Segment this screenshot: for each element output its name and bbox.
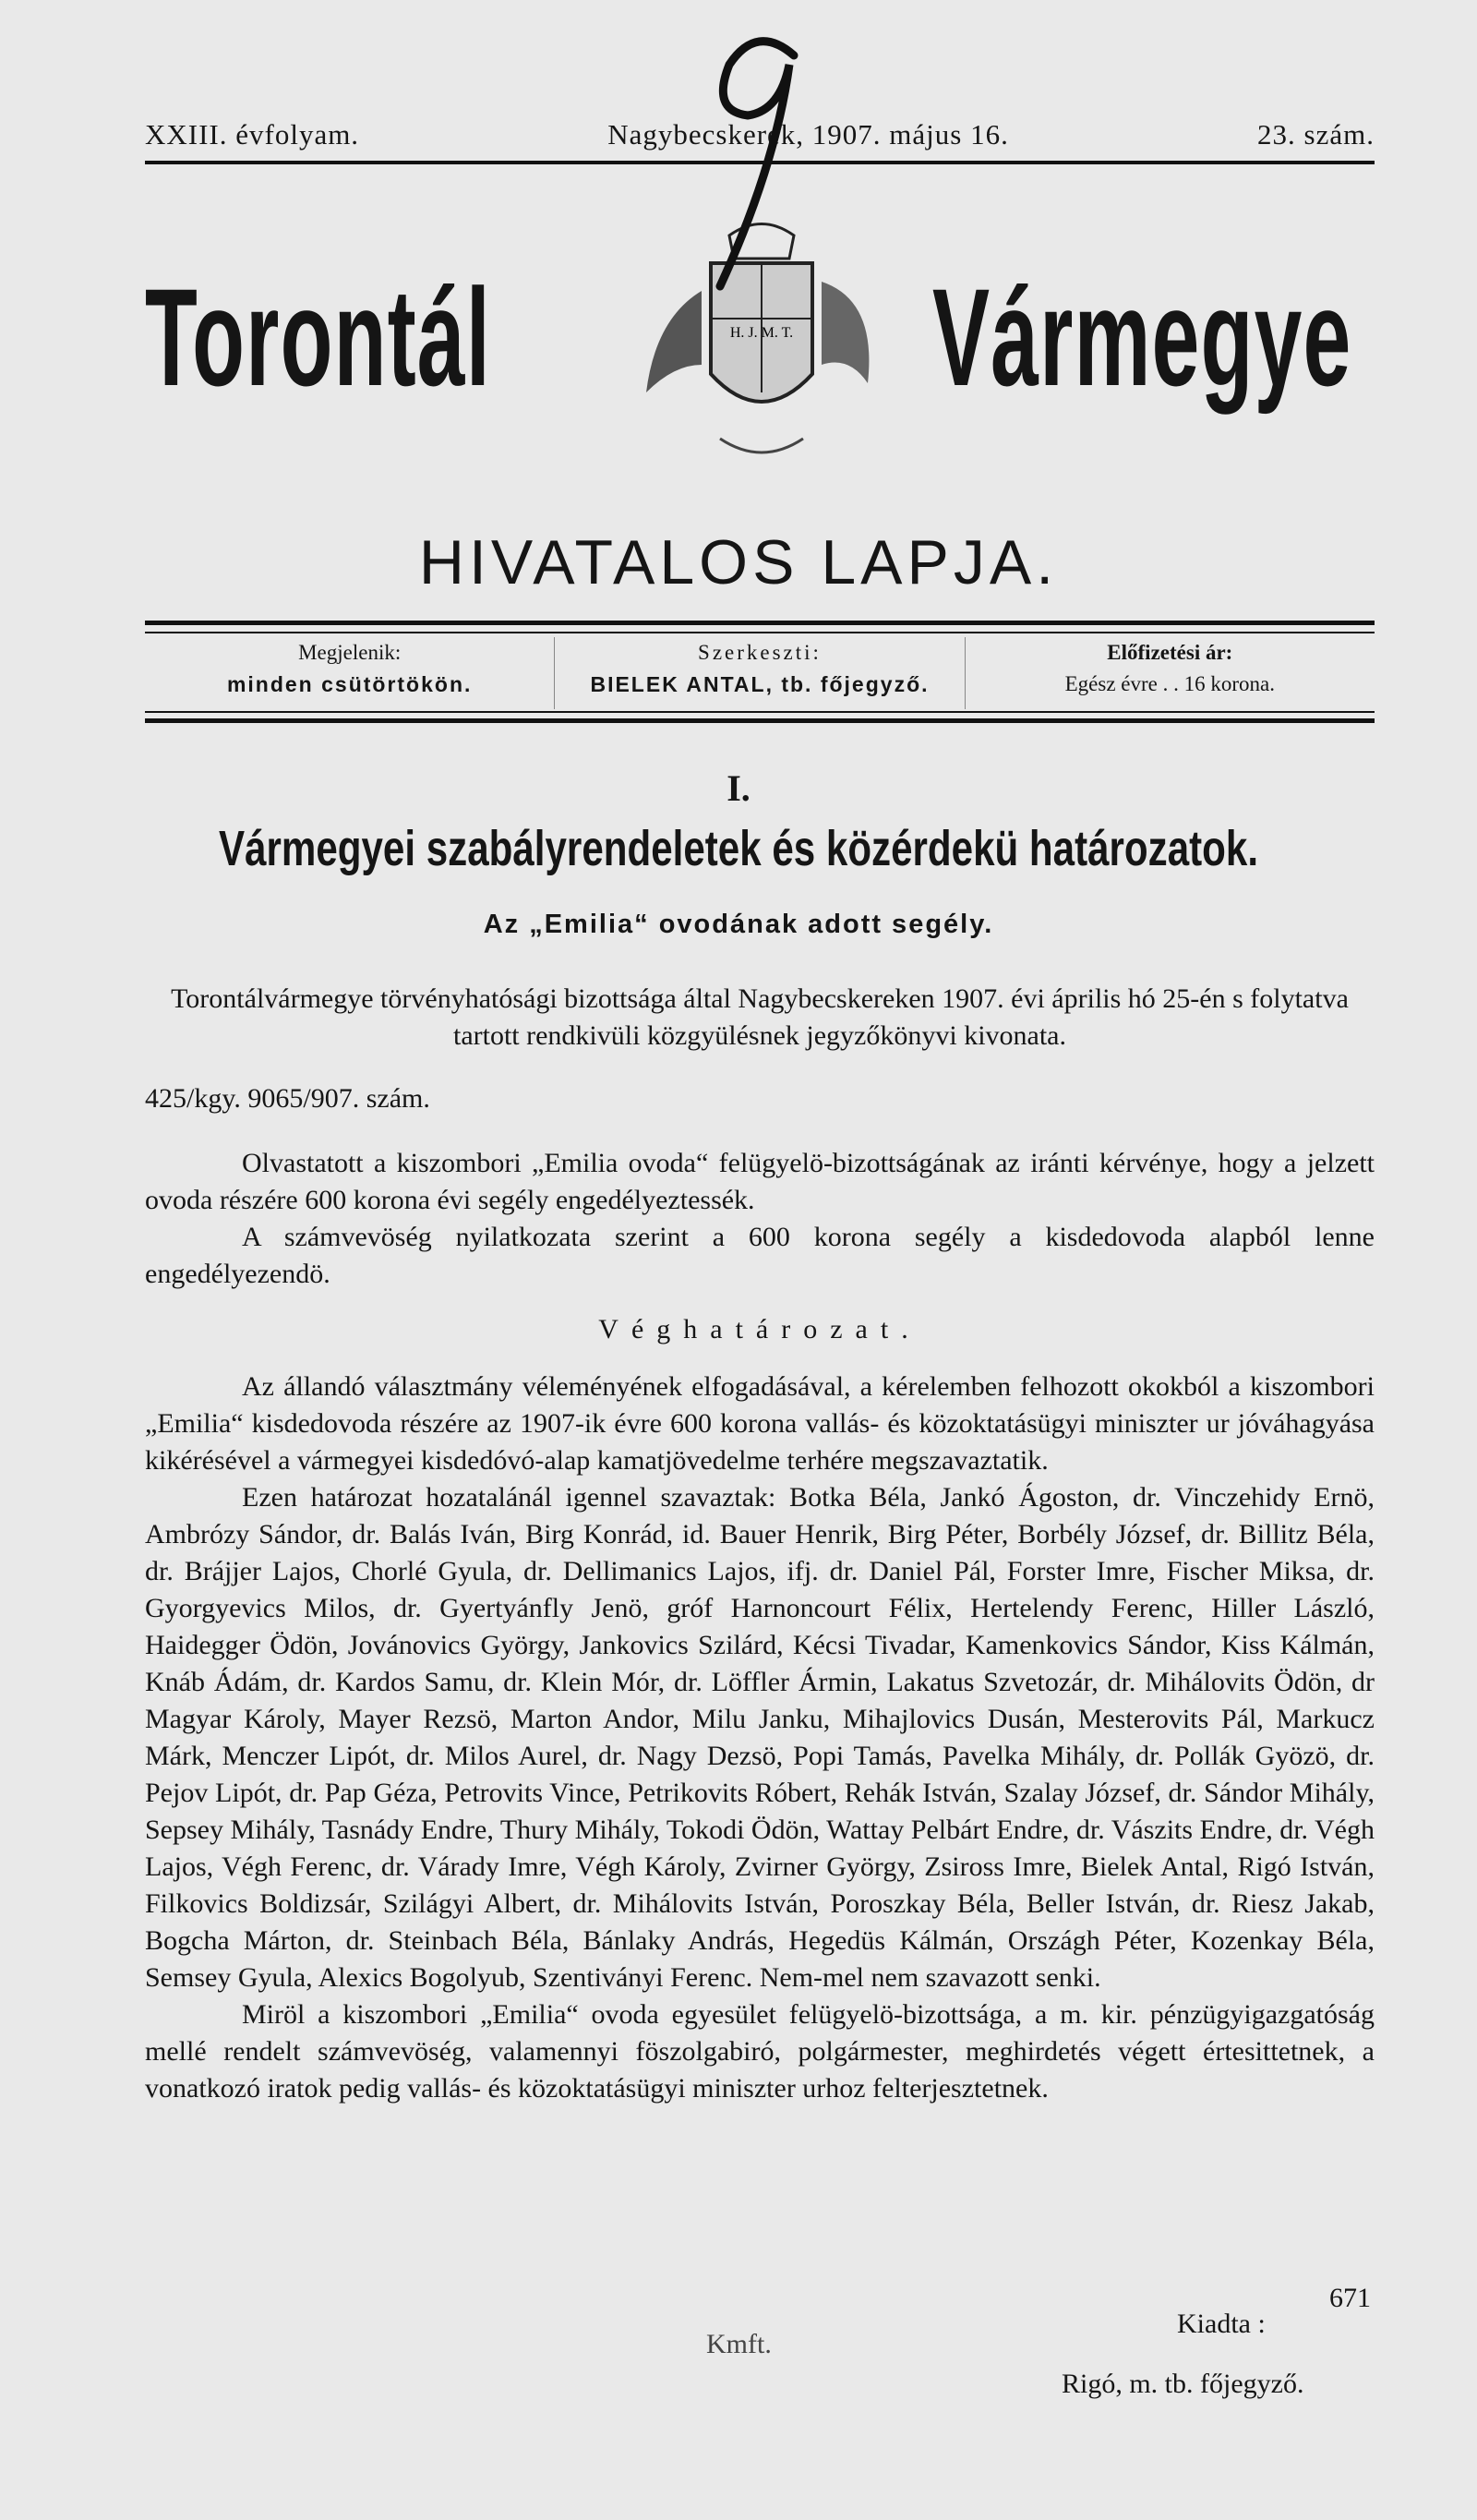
volume: XXIII. évfolyam. <box>145 118 360 151</box>
intro-paragraph: Torontálvármegye törvényhatósági bizottsága által Nagybecskereken 1907. évi április hó 25-én s folytatva tartott rendkivüli közgyülésnek jegyzőkönyvi kivonata. <box>171 983 1349 1051</box>
handwritten-mark <box>665 18 822 295</box>
subtitle: HIVATALOS LAPJA. <box>418 527 1059 597</box>
reference-number: 425/kgy. 9065/907. szám. <box>145 1083 430 1114</box>
info-box <box>145 637 1375 709</box>
issuer: Rigó, m. tb. főjegyző. <box>1062 2369 1304 2399</box>
kmft: Kmft. <box>706 2329 772 2359</box>
divider <box>145 718 1375 723</box>
price-cell <box>965 637 1375 709</box>
paragraph: A számvevöség nyilatkozata szerint a 600 korona segély a kisdedovoda alapból lenne engedélyezendö. <box>145 1222 1375 1289</box>
place-date: Nagybecskerek, 1907. május 16. <box>607 118 1009 151</box>
article-body <box>145 981 1375 2107</box>
issue-number: 23. szám. <box>1257 118 1375 151</box>
decision-heading: Véghatározat. <box>598 1314 921 1344</box>
divider <box>145 711 1375 713</box>
paragraph: Miröl a kiszombori „Emilia“ ovoda egyesület felügyelö-bizottsága, a m. kir. pénzügyigazgatóság mellé rendelt számvevöség, valamennyi föszolgabiró, polgármester, meghirdetés végett értesittetnek, a vonatkozó iratok pedig vallás- és közoktatásügyi miniszter urhoz felterjesztetnek. <box>145 1999 1375 2104</box>
editor-value: BIELEK ANTAL, tb. főjegyző. <box>590 672 930 696</box>
editor-cell <box>554 637 964 709</box>
issued-label: Kiadta : <box>1177 2309 1266 2339</box>
divider <box>145 632 1375 633</box>
paragraph: Olvastatott a kiszombori „Emilia ovoda“ felügyelö-bizottságának az iránti kérvénye, hogy a jelzett ovoda részére 600 korona évi segély engedélyeztessék. <box>145 1148 1375 1215</box>
page-number: 671 <box>1329 2283 1371 2313</box>
title-right: Vármegye <box>932 259 1352 415</box>
price-label: Előfizetési ár: <box>1107 641 1233 664</box>
section-subheading: Az „Emilia“ ovodának adott segély. <box>483 910 994 939</box>
paragraph: Az állandó választmány véleményének elfogadásával, a kérelemben felhozott okokból a kiszombori „Emilia“ kisdedovoda részére az 1907-ik évre 600 korona vallás- és közoktatásügyi miniszter ur jóváhagyása kikérésével a vármegyei kisdedóvó-alap kamatjövedelme terhére megszavaztatik. <box>145 1371 1375 1476</box>
editor-label: Szerkeszti: <box>698 641 822 664</box>
divider <box>145 621 1375 625</box>
price-value: Egész évre . . 16 korona. <box>1064 672 1275 695</box>
appears-label: Megjelenik: <box>298 641 402 664</box>
appears-cell <box>145 637 554 709</box>
title-left: Torontál <box>145 259 491 415</box>
section-number: I. <box>726 767 751 809</box>
section-heading: Vármegyei szabályrendeletek és közérdekü határozatok. <box>218 821 1259 876</box>
coat-of-arms-text: H. J. M. T. <box>729 325 794 341</box>
appears-value: minden csütörtökön. <box>226 672 473 696</box>
paragraph: Ezen határozat hozatalánál igennel szavaztak: Botka Béla, Jankó Ágoston, dr. Vinczehidy Ernö, Ambrózy Sándor, dr. Balás Iván, Birg Konrád, id. Bauer Henrik, Birg Péter, Borbély József, dr. Billitz Béla, dr. Brájjer Lajos, Chorlé Gyula, dr. Dellimanics Lajos, ifj. dr. Daniel Pál, Forster Imre, Fischer Miksa, dr. Gyorgyevics Milos, dr. Gyertyánfly Jenö, gróf Harnoncourt Félix, Hertelendy Ferenc, Hiller László, Haidegger Ödön, Jovánovics György, Jankovics Szilárd, Kécsi Tivadar, Kamenkovics Sándor, Kiss Kálmán, Knáb Ádám, dr. Kardos Samu, dr. Klein Mór, dr. Löffler Ármin, Lakatus Szvetozár, dr. Mihálovits Ödön, dr Magyar Károly, Mayer Rezsö, Marton Andor, Milu Janku, Mihajlovics Dusán, Mesterovits Pál, Markucz Márk, Menczer Lipót, dr. Milos Aurel, dr. Nagy Dezsö, Popi Tamás, Pavelka Mihály, dr. Pollák Gyözö, dr. Pejov Lipót, dr. Pap Géza, Petrovits Vince, Petrikovits Róbert, Rehák István, Szalay József, dr. Sándor Mihály, Sepsey Mihály, Tasnády Endre, Thury Mihály, Tokodi Ödön, Wattay Pelbárt Endre, dr. Vászits Endre, dr. Végh Lajos, Végh Ferenc, dr. Várady Imre, Végh Károly, Zvirner György, Zsiross Imre, Bielek Antal, Rigó István, Filkovics Boldizsár, Szilágyi Albert, dr. Mihálovits István, Poroszkay Béla, Beller István, dr. Riesz Jakab, Bogcha Márton, dr. Steinbach Béla, Bánlaky András, Hegedüs Kálmán, Országh Péter, Kozenkay Béla, Semsey Gyula, Alexics Bogolyub, Szentiványi Ferenc. Nem-mel nem szavazott senki. <box>145 1482 1375 1993</box>
